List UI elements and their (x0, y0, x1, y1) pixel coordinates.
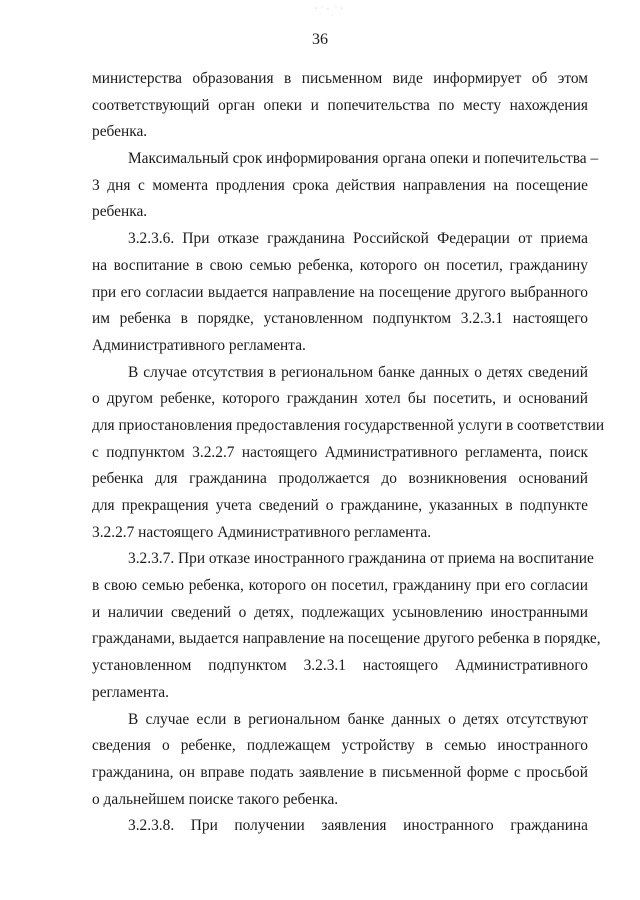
page-number: 36 (312, 31, 328, 48)
text-line: 3.2.3.6. При отказе гражданина Российской Федерации от приема (128, 230, 588, 248)
document-body (92, 66, 605, 840)
text-line: ребенка для гражданина продолжается до возникновения оснований (92, 470, 588, 488)
text-line: гражданами, выдается направление на посещение другого ребенка в порядке, (92, 630, 601, 648)
text-line: гражданина, он вправе подать заявление в письменной форме с просьбой (92, 763, 588, 781)
text-line: о дальнейшем поиске такого ребенка. (92, 790, 339, 808)
text-line: Максимальный срок информирования органа опеки и попечительства – (128, 150, 599, 168)
text-line: им ребенка в порядке, установленном подпунктом 3.2.3.1 настоящего (92, 310, 588, 328)
text-line: для прекращения учета сведений о гражданине, указанных в подпункте (92, 497, 588, 514)
text-line: соответствующий орган опеки и попечительства по месту нахождения (92, 96, 588, 114)
text-line: В случае если в региональном банке данных о детях отсутствуют (128, 710, 588, 728)
text-line: и наличии сведений о детях, подлежащих усыновлению иностранными (92, 603, 588, 621)
text-line: ребенка. (92, 203, 148, 221)
text-line: сведения о ребенке, подлежащем устройству в семью иностранного (92, 737, 588, 755)
text-line: 3.2.2.7 настоящего Административного регламента. (92, 523, 432, 541)
text-line: министерства образования в письменном виде информирует об этом (92, 70, 588, 87)
text-line: в свою семью ребенка, которого он посетил, гражданину при его согласии (92, 577, 588, 595)
scan-artifact-mark (310, 4, 350, 18)
text-line: регламента. (92, 683, 169, 701)
text-line: ребенка. (92, 123, 148, 141)
text-line: при его согласии выдается направление на посещение другого выбранного (92, 283, 588, 301)
text-line: о другом ребенке, которого гражданин хотел бы посетить, и оснований (92, 390, 588, 408)
text-line: установленном подпунктом 3.2.3.1 настоящего Административного (92, 657, 588, 675)
text-line: В случае отсутствия в региональном банке данных о детях сведений (128, 363, 588, 381)
text-line: с подпунктом 3.2.2.7 настоящего Административного регламента, поиск (92, 443, 588, 461)
text-line: 3 дня с момента продления срока действия направления на посещение (92, 176, 588, 194)
text-line: Административного регламента. (92, 336, 306, 354)
text-line: 3.2.3.8. При получении заявления иностранного гражданина (128, 817, 588, 835)
text-line: для приостановления предоставления государственной услуги в соответствии (92, 416, 605, 434)
text-line: 3.2.3.7. При отказе иностранного гражданина от приема на воспитание (128, 550, 594, 568)
text-line: на воспитание в свою семью ребенка, которого он посетил, гражданину (92, 256, 588, 274)
